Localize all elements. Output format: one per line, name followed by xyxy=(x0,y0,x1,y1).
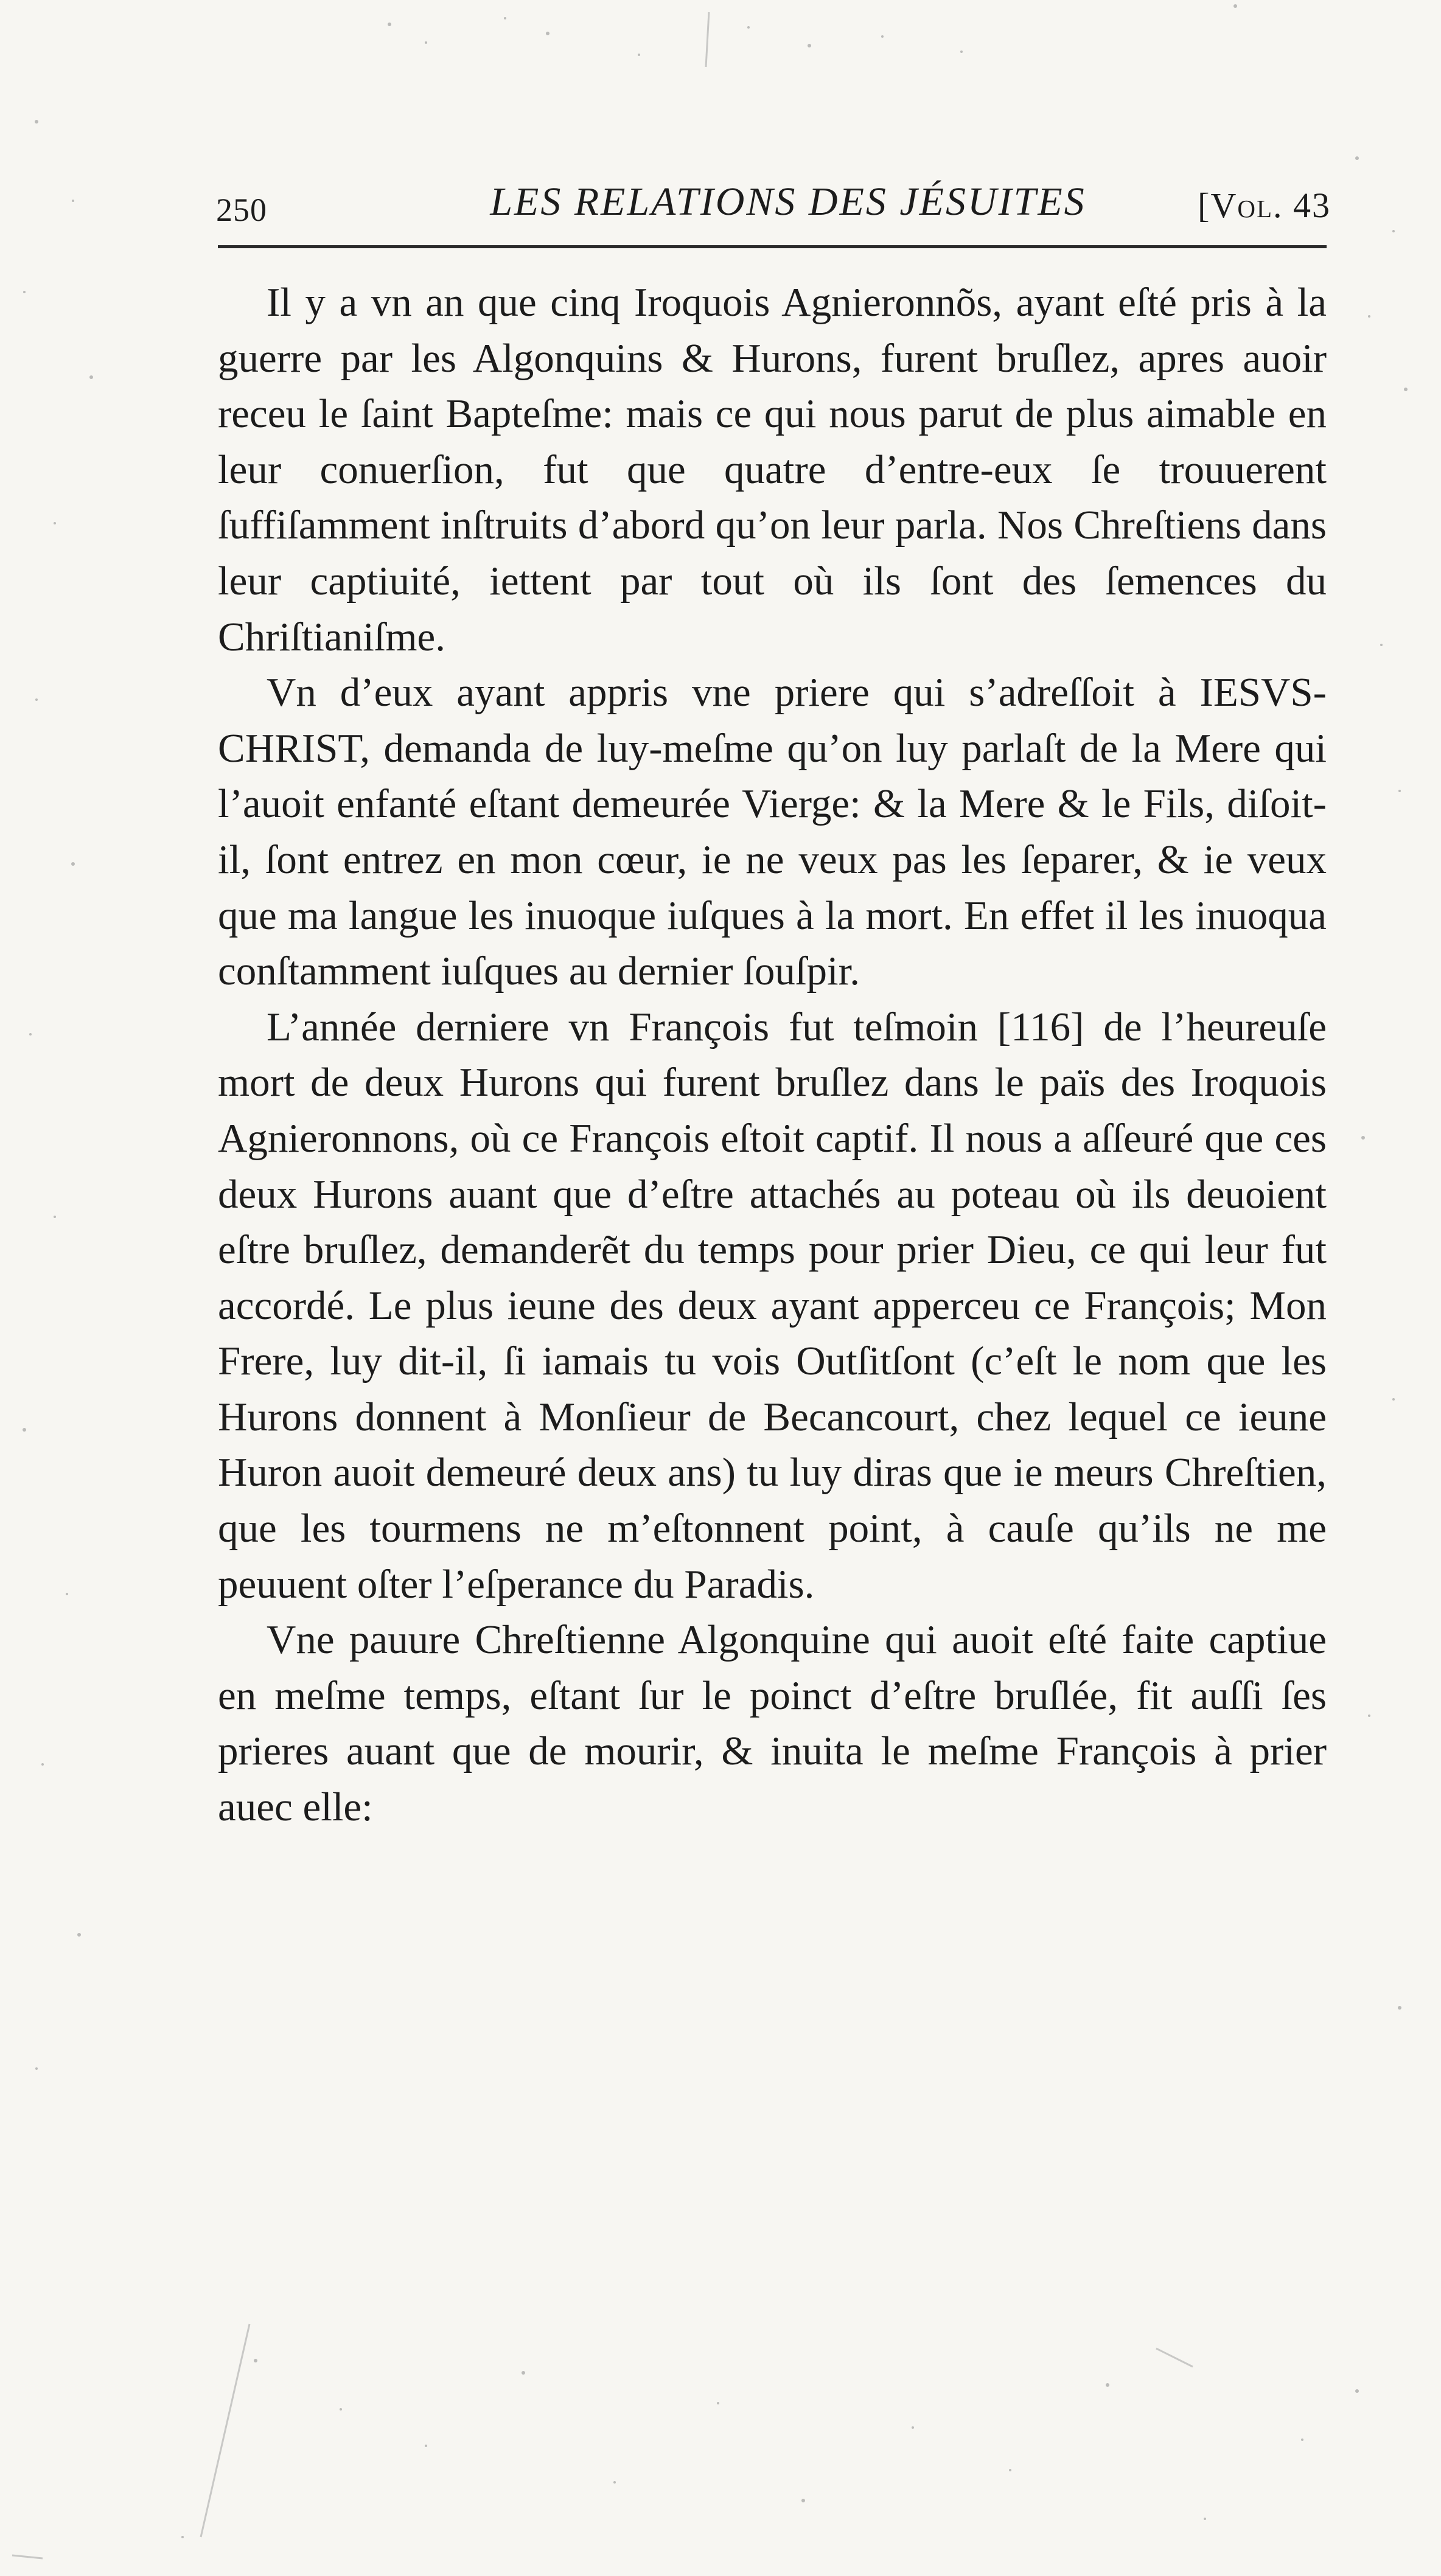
paragraph: Vne pauure Chreſtienne Algonquine qui auoit eſté faite captiue en meſme temps, eſtant ſur le poinct d’eſtre bruſlée, fit auſſi ſes prieres auant que de mourir, & inuita le meſme François à prier auec elle: xyxy=(218,1617,1327,1830)
paragraph: Vn d’eux ayant appris vne priere qui s’adreſſoit à IESVS-CHRIST, demanda de luy-meſme qu’on luy parlaſt de la Mere qui l’auoit enfanté eſtant demeurée Vierge: & la Mere & le Fils, diſoit-il, ſont entrez en mon cœur, ie ne veux pas les ſeparer, & ie veux que ma langue les inuoque iuſques à la mort. En effet il les inuoqua conſtamment iuſques au dernier ſouſpir. xyxy=(218,670,1327,994)
volume-number: 43 xyxy=(1293,186,1331,225)
header-rule xyxy=(218,245,1327,248)
paragraph: L’année derniere vn François fut teſmoin [116] de l’heureuſe mort de deux Hurons qui furent bruſlez dans le païs des Iroquois Agnieronnons, où ce François eſtoit captif. Il nous a aſſeuré que ces deux Hurons auant que d’eſtre attachés au poteau où ils deuoient eſtre bruſlez, demanderẽt du temps pour prier Dieu, ce qui leur fut accordé. Le plus ieune des deux ayant apperceu ce François; Mon Frere, luy dit-il, ſi iamais tu vois Outſitſont (c’eſt le nom que les Hurons donnent à Monſieur de Becancourt, chez lequel ce ieune Huron auoit demeuré deux ans) tu luy diras que ie meurs Chreſtien, que les tourmens ne m’eſtonnent point, à cauſe qu’ils ne me peuuent oſter l’eſperance du Paradis. xyxy=(218,1004,1327,1607)
body-text xyxy=(218,275,1327,1836)
running-header xyxy=(216,176,1331,243)
volume-abbrev: Vol. xyxy=(1210,186,1283,225)
volume-label xyxy=(1198,185,1331,226)
page-number: 250 xyxy=(216,192,267,228)
volume-bracket: [ xyxy=(1198,186,1211,225)
running-title: LES RELATIONS DES JÉSUITES xyxy=(490,179,1086,224)
paragraph: Il y a vn an que cinq Iroquois Agnieronnõs, ayant eſté pris à la guerre par les Algonquins & Hurons, furent bruſlez, apres auoir receu le ſaint Bapteſme: mais ce qui nous parut de plus aimable en leur conuerſion, fut que quatre d’entre-eux ſe trouuerent ſuffiſamment inſtruits d’abord qu’on leur parla. Nos Chreſtiens dans leur captiuité, iettent par tout où ils ſont des ſemences du Chriſtianiſme. xyxy=(218,280,1327,660)
